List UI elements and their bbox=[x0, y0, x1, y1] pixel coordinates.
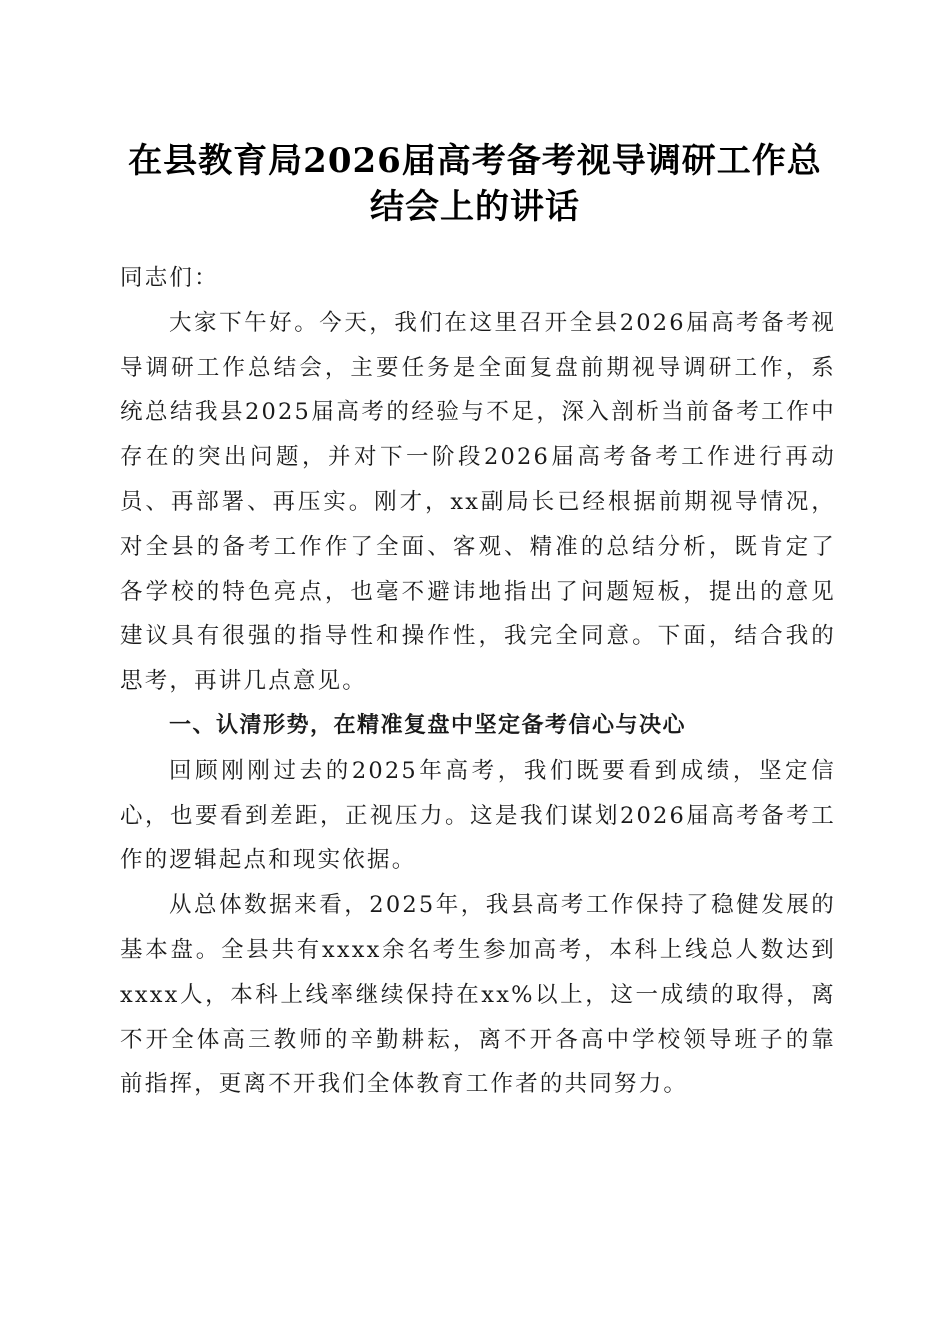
salutation: 同志们： bbox=[120, 265, 219, 291]
paragraph-review: 回顾刚刚过去的2025年高考，我们既要看到成绩，坚定信心，也要看到差距，正视压力。这是我们谋划2026届高考备考工作的逻辑起点和现实依据。 bbox=[120, 757, 836, 874]
section-heading-1: 一、认清形势，在精准复盘中坚定备考信心与决心 bbox=[169, 712, 687, 738]
paragraph-opening: 大家下午好。今天，我们在这里召开全县2026届高考备考视导调研工作总结会，主要任务是全面复盘前期视导调研工作，系统总结我县2025届高考的经验与不足，深入剖析当前备考工作中存在的突出问题，并对下一阶段2026届高考备考工作进行再动员、再部署、再压实。刚才，xx副局长已经根据前期视导情况，对全县的备考工作作了全面、客观、精准的总结分析，既肯定了各学校的特色亮点，也毫不避讳地指出了问题短板，提出的意见建议具有很强的指导性和操作性，我完全同意。下面，结合我的思考，再讲几点意见。 bbox=[120, 309, 836, 695]
title-line-2: 结会上的讲话 bbox=[370, 187, 580, 227]
paragraph-data: 从总体数据来看，2025年，我县高考工作保持了稳健发展的基本盘。全县共有xxxx余名考生参加高考，本科上线总人数达到xxxx人，本科上线率继续保持在xx%以上，这一成绩的取得，离不开全体高三教师的辛勤耕耘，离不开各高中学校领导班子的靠前指挥，更离不开我们全体教育工作者的共同努力。 bbox=[120, 892, 836, 1098]
title-line-1: 在县教育局2026届高考备考视导调研工作总 bbox=[128, 141, 822, 181]
document-body bbox=[120, 256, 836, 1107]
document-title bbox=[120, 138, 830, 230]
